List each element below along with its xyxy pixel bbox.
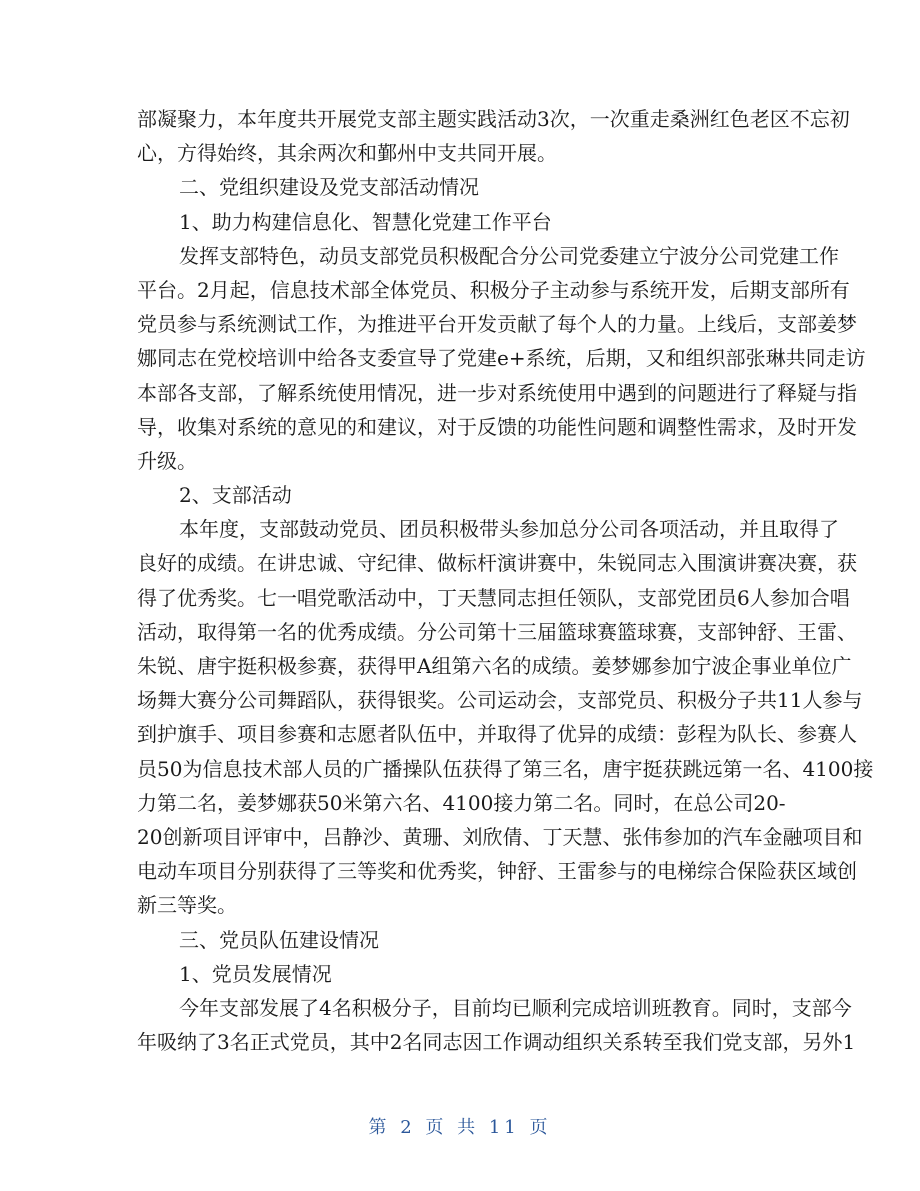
text-line: 2、支部活动 [179, 483, 292, 508]
text-line: 20创新项目评审中，吕静沙、黄珊、刘欣倩、丁天慧、张伟参加的汽车金融项目和 [137, 824, 863, 849]
page-footer: 第 2 页 共 11 页 [368, 1117, 552, 1138]
text-line: 得了优秀奖。七一唱党歌活动中，丁天慧同志担任领队，支部党团员6人参加合唱 [137, 585, 850, 610]
text-line: 部凝聚力，本年度共开展党支部主题实践活动3次，一次重走桑洲红色老区不忘初 [137, 107, 850, 131]
text-line: 本部各支部，了解系统使用情况，进一步对系统使用中遇到的问题进行了释疑与指 [137, 380, 857, 405]
text-line: 1、助力构建信息化、智慧化党建工作平台 [179, 209, 552, 234]
text-line: 心，方得始终，其余两次和鄞州中支共同开展。 [137, 141, 557, 166]
text-line: 员50为信息技术部人员的广播操队伍获得了第三名，唐宇挺获跳远第一名、4100接 [137, 756, 874, 781]
text-line: 良好的成绩。在讲忠诚、守纪律、做标杆演讲赛中，朱锐同志入围演讲赛决赛，获 [137, 551, 857, 576]
text-line: 到护旗手、项目参赛和志愿者队伍中，并取得了优异的成绩：彭程为队长、参赛人 [137, 722, 857, 747]
text-line: 场舞大赛分公司舞蹈队，获得银奖。公司运动会，支部党员、积极分子共11人参与 [137, 688, 863, 713]
text-line: 升级。 [137, 448, 197, 473]
text-line: 电动车项目分别获得了三等奖和优秀奖，钟舒、王雷参与的电梯综合保险获区域创 [137, 859, 857, 884]
text-line: 本年度，支部鼓动党员、团员积极带头参加总分公司各项活动，并且取得了 [179, 517, 839, 542]
text-line: 导，收集对系统的意见的和建议，对于反馈的功能性问题和调整性需求，及时开发 [137, 414, 857, 439]
text-line: 年吸纳了3名正式党员，其中2名同志因工作调动组织关系转至我们党支部，另外1 [137, 1030, 856, 1055]
text-line: 今年支部发展了4名积极分子，目前均已顺利完成培训班教育。同时，支部今 [179, 995, 852, 1020]
text-line: 三、党员队伍建设情况 [179, 927, 379, 952]
text-line: 力第二名，姜梦娜获50米第六名、4100接力第二名。同时，在总公司20- [137, 790, 786, 815]
text-line: 朱锐、唐宇挺积极参赛，获得甲A组第六名的成绩。姜梦娜参加宁波企事业单位广 [137, 654, 852, 678]
text-line: 二、党组织建设及党支部活动情况 [179, 175, 479, 200]
document-body [137, 102, 874, 1059]
text-line: 平台。2月起，信息技术部全体党员、积极分子主动参与系统开发，后期支部所有 [137, 277, 850, 302]
text-line: 发挥支部特色，动员支部党员积极配合分公司党委建立宁波分公司党建工作 [179, 243, 839, 268]
text-line: 党员参与系统测试工作，为推进平台开发贡献了每个人的力量。上线后，支部姜梦 [137, 312, 857, 337]
text-line: 新三等奖。 [137, 893, 237, 918]
text-line: 娜同志在党校培训中给各支委宣导了党建e+系统，后期，又和组织部张琳共同走访 [137, 346, 866, 371]
text-line: 活动，取得第一名的优秀成绩。分公司第十三届篮球赛篮球赛，支部钟舒、王雷、 [137, 619, 857, 644]
text-line: 1、党员发展情况 [179, 961, 332, 986]
